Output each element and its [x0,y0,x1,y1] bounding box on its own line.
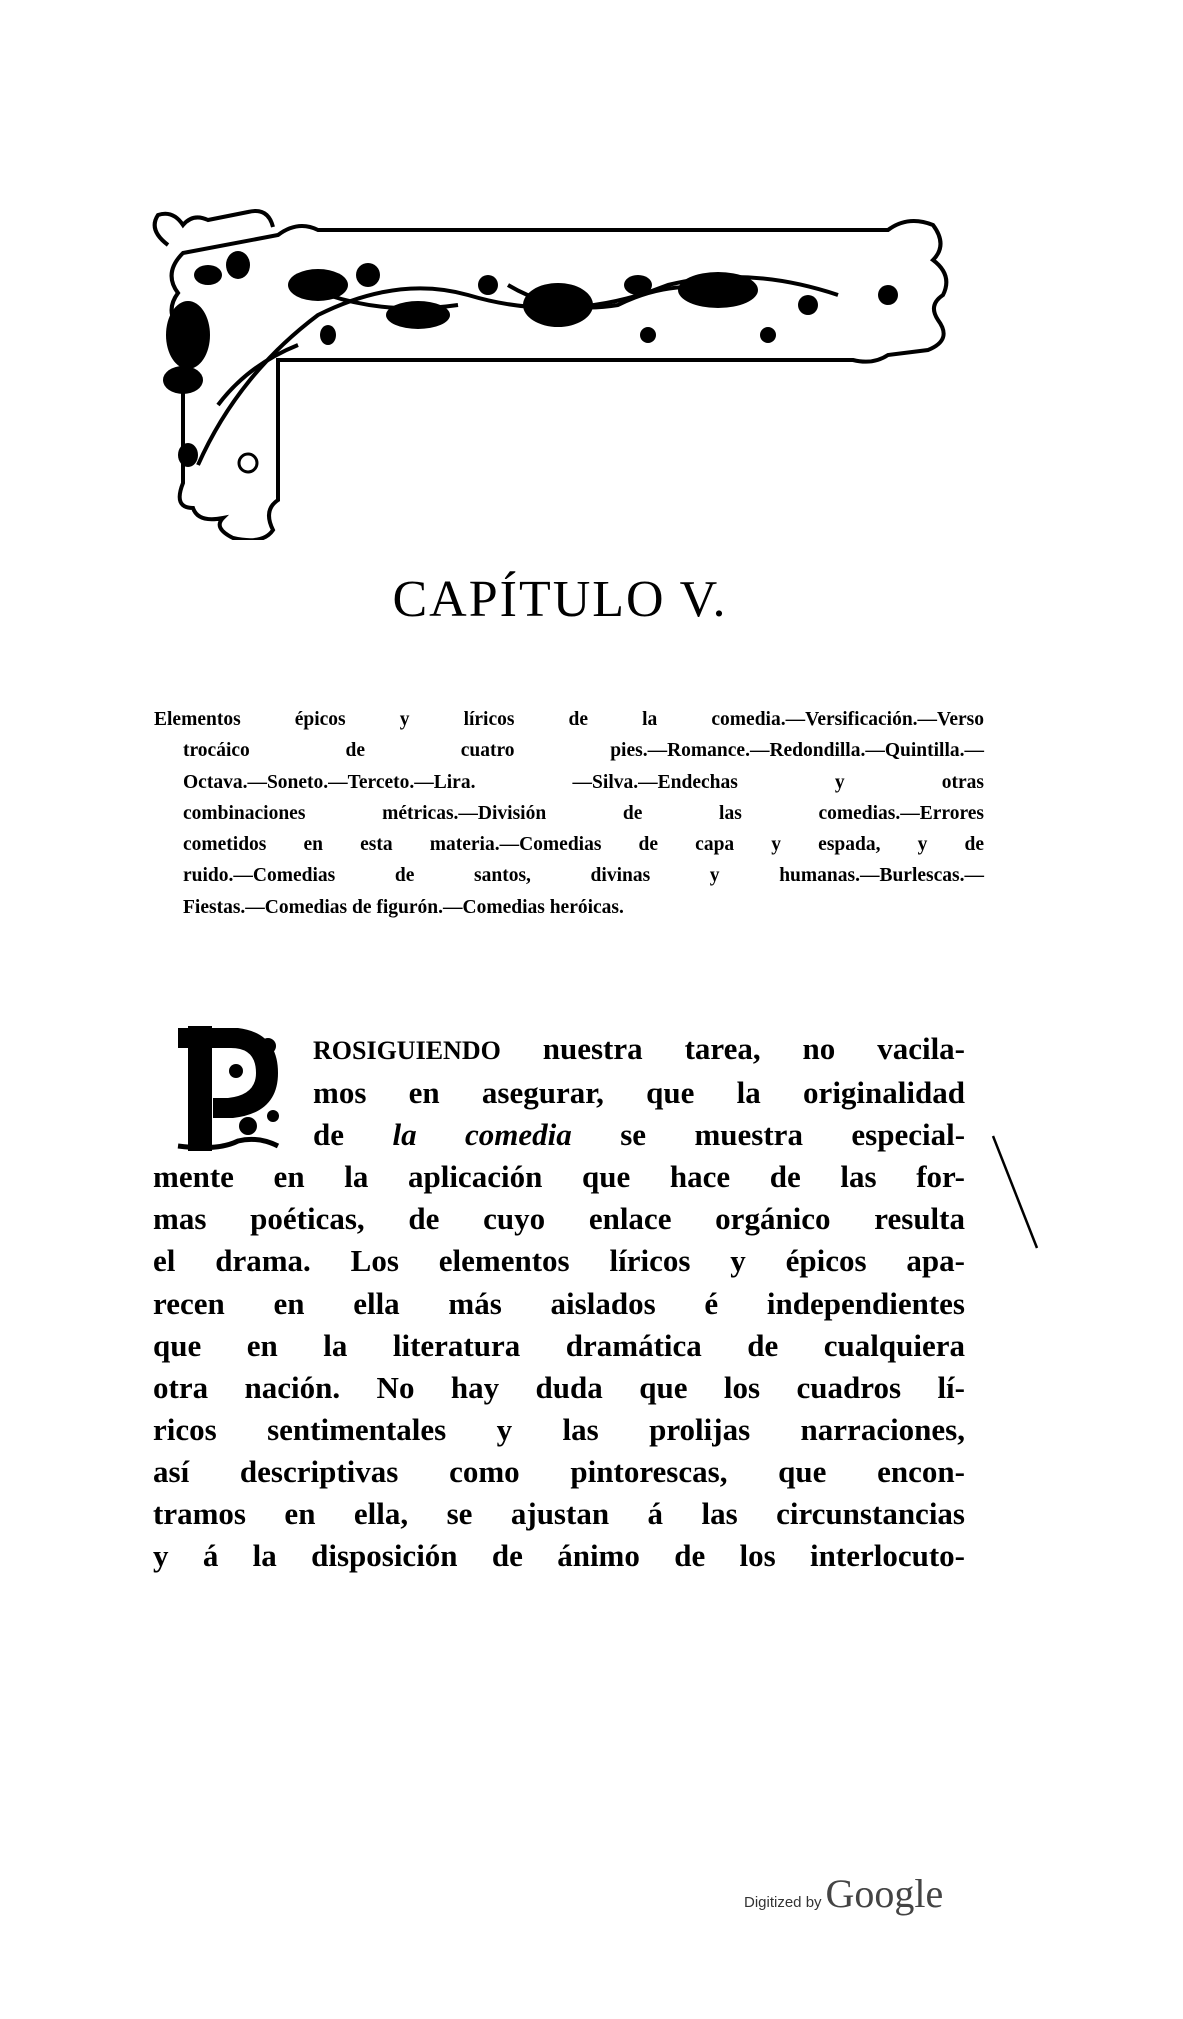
body-paragraph [153,1028,965,1577]
body-text: se muestra especial- [571,1117,966,1153]
summary-line: Octava.—Soneto.—Terceto.—Lira. —Silva.—Endechas y otras [183,771,984,793]
body-line: otra nación. No hay duda que los cuadros lí- [153,1369,965,1405]
body-line: mos en asegurar, que la originalidad [313,1075,965,1111]
body-line: y á la disposición de ánimo de los interlocuto- [153,1538,965,1574]
body-line: recen en ella más aislados é independientes [153,1285,965,1321]
body-line: que en la literatura dramática de cualquiera [153,1327,965,1363]
body-text: de [313,1117,393,1153]
summary-line: cometidos en esta materia.—Comedias de capa y espada, y de [183,834,984,856]
google-logo: Google [825,1871,944,1916]
body-line [153,1114,965,1156]
body-text: nuestra tarea, no vacila- [500,1031,965,1066]
summary-line: ruido.—Comedias de santos, divinas y humanas.—Burlescas.— [183,865,984,887]
summary-line: Fiestas.—Comedias de figurón.—Comedias heróicas. [183,896,624,918]
body-line [153,1028,965,1072]
body-line: mas poéticas, de cuyo enlace orgánico resulta [153,1201,965,1237]
body-line: el drama. Los elementos líricos y épicos apa- [153,1243,965,1279]
pencil-mark [990,1133,1040,1253]
digitized-by-google-watermark [744,1870,943,1917]
italic-title: la comedia [392,1117,572,1153]
body-line: así descriptivas como pintorescas, que encon- [153,1453,965,1489]
summary-line: trocáico de cuatro pies.—Romance.—Redondilla.—Quintilla.— [183,740,984,762]
chapter-title: CAPÍTULO V. [392,571,728,628]
first-word: ROSIGUIENDO [313,1036,501,1065]
watermark-prefix: Digitized by [744,1894,822,1911]
body-line: mente en la aplicación que hace de las for- [153,1159,965,1195]
summary-line: combinaciones métricas.—División de las comedias.—Errores [183,802,984,824]
summary-line: Elementos épicos y líricos de la comedia.—Versificación.—Verso [154,709,984,730]
drop-cap-letter: P [168,1016,169,1017]
chapter-summary [154,704,984,923]
body-line: ricos sentimentales y las prolijas narraciones, [153,1411,965,1447]
body-line: tramos en ella, se ajustan á las circunstancias [153,1496,965,1532]
floral-chapter-ornament [128,205,998,540]
